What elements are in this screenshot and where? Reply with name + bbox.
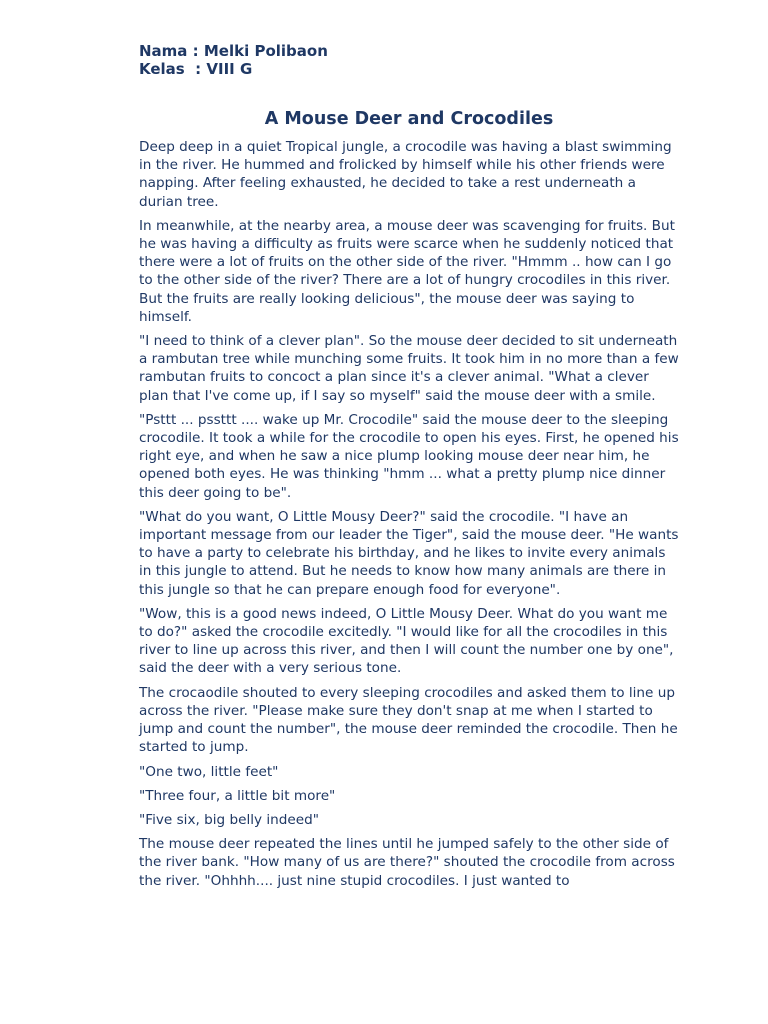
paragraph: "What do you want, O Little Mousy Deer?" said the crocodile. "I have an important message from our leader the Tiger", said the mouse deer. "He wants to have a party to celebrate his birthday, and he likes to invite every animals in this jungle to attend. But he needs to know how many animals are there in this jungle so that he can prepare enough food for everyone". xyxy=(139,508,679,598)
paragraph: The crocaodile shouted to every sleeping crocodiles and asked them to line up across the river. "Please make sure they don't snap at me when I started to jump and count the number", the mouse deer reminded the crocodile. Then he started to jump. xyxy=(139,684,678,756)
paragraph: "Psttt ... pssttt .... wake up Mr. Crocodile" said the mouse deer to the sleeping crocodile. It took a while for the crocodile to open his eyes. First, he opened his right eye, and when he saw a nice plump looking mouse deer near him, he opened both eyes. He was thinking "hmm ... what a pretty plump nice dinner this deer going to be". xyxy=(139,411,679,501)
paragraph: In meanwhile, at the nearby area, a mouse deer was scavenging for fruits. But he was having a difficulty as fruits were scarce when he suddenly noticed that there were a lot of fruits on the other side of the river. "Hmmm .. how can I go to the other side of the river? There are a lot of hungry crocodiles in this river. But the fruits are really looking delicious", the mouse deer was saying to himself. xyxy=(139,217,675,325)
paragraph: The mouse deer repeated the lines until he jumped safely to the other side of the river bank. "How many of us are there?" shouted the crocodile from across the river. "Ohhhh.... just nine stupid crocodiles. I just wanted to xyxy=(139,836,675,889)
paragraph: "Five six, big belly indeed" xyxy=(139,811,320,828)
paragraph: "Three four, a little bit more" xyxy=(139,787,336,804)
paragraph: "Wow, this is a good news indeed, O Little Mousy Deer. What do you want me to do?" asked the crocodile excitedly. "I would like for all the crocodiles in this river to line up across this river, and then I will count the number one by one", said the deer with a very serious tone. xyxy=(139,605,674,677)
student-class: Kelas : VIII G xyxy=(139,60,253,78)
paragraph: Deep deep in a quiet Tropical jungle, a crocodile was having a blast swimming in the river. He hummed and frolicked by himself while his other friends were napping. After feeling exhausted, he decided to take a rest underneath a durian tree. xyxy=(139,139,672,210)
paragraph: "I need to think of a clever plan". So the mouse deer decided to sit underneath a rambutan tree while munching some fruits. It took him in no more than a few rambutan fruits to concoct a plan since it's a clever animal. "What a clever plan that I've come up, if I say so myself" said the mouse deer with a smile. xyxy=(139,333,679,404)
student-info xyxy=(139,42,679,78)
story-body xyxy=(139,138,679,890)
document-page xyxy=(139,42,679,896)
student-name: Nama : Melki Polibaon xyxy=(139,42,328,60)
paragraph: "One two, little feet" xyxy=(139,763,279,780)
story-title: A Mouse Deer and Crocodiles xyxy=(264,109,554,129)
